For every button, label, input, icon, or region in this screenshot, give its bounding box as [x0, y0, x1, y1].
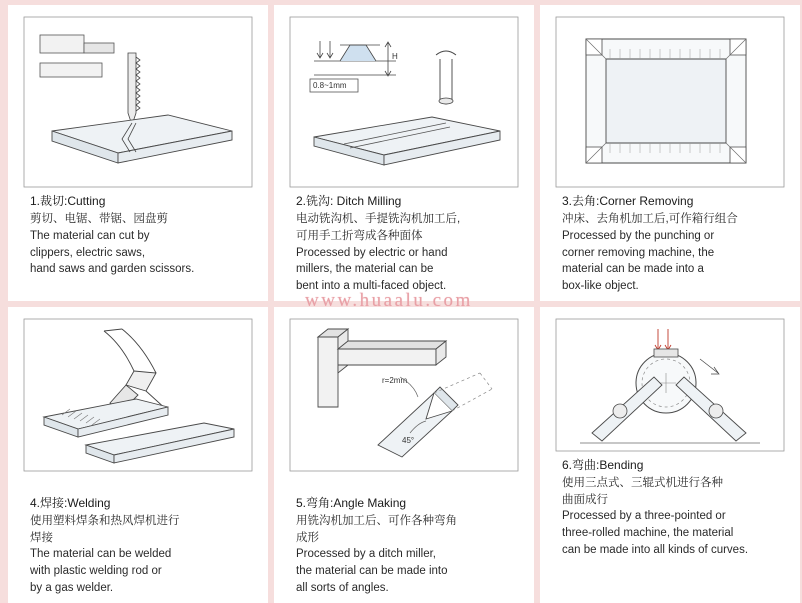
card-cn-line: 电动铣沟机、手提铣沟机加工后, — [296, 213, 461, 226]
card-title: 6.弯曲:Bending — [562, 457, 644, 472]
figure-corner-removing — [550, 13, 790, 191]
card-title: 1.裁切:Cutting — [30, 194, 106, 208]
caption-ditch-milling — [284, 191, 524, 295]
card-en-line: the material can be made into — [296, 565, 448, 578]
figure-ditch-milling — [284, 13, 524, 191]
card-en-line: by a gas welder. — [30, 581, 114, 594]
process-card-ditch-milling — [274, 5, 534, 301]
process-card-angle-making — [274, 307, 534, 603]
card-en-line: The material can be welded — [30, 548, 172, 561]
card-en-line: three-rolled machine, the material — [562, 527, 734, 540]
label-radius: r=2mm — [382, 375, 408, 385]
card-cn-line: 使用三点式、三辊式机进行各种 — [562, 477, 723, 490]
card-cn-line: 冲床、去角机加工后,可作箱行组合 — [562, 213, 738, 226]
card-title: 2.铣沟: Ditch Milling — [296, 194, 402, 208]
process-card-corner-removing — [540, 5, 800, 301]
process-card-cutting — [8, 5, 268, 301]
card-cn-line: 焊接 — [30, 531, 53, 544]
label-H: H — [392, 52, 398, 61]
process-card-bending — [540, 307, 800, 603]
figure-welding — [18, 315, 258, 493]
ditch-milling-illustration — [284, 13, 524, 191]
card-en-line: Processed by electric or hand — [296, 246, 448, 259]
caption-corner-removing — [550, 191, 790, 295]
card-title: 3.去角:Corner Removing — [562, 194, 694, 208]
card-title: 4.焊接:Welding — [30, 495, 111, 510]
card-en-line: millers, the material can be — [296, 263, 434, 276]
card-en-line: all sorts of angles. — [296, 581, 389, 594]
card-cn-line: 成形 — [296, 531, 319, 544]
card-en-line: clippers, electric saws, — [30, 246, 146, 259]
caption-welding — [18, 493, 258, 597]
card-cn-line: 曲面成行 — [562, 493, 608, 506]
card-cn-line: 使用塑料焊条和热风焊机进行 — [30, 515, 180, 528]
bending-illustration — [550, 315, 790, 455]
figure-angle-making — [284, 315, 524, 493]
welding-illustration — [18, 315, 258, 475]
caption-cutting — [18, 191, 258, 278]
card-en-line: Processed by a ditch miller, — [296, 548, 436, 561]
card-en-line: bent into a multi-faced object. — [296, 280, 447, 293]
card-en-line: Processed by the punching or — [562, 230, 715, 243]
card-en-line: box-like object. — [562, 280, 639, 293]
card-en-line: with plastic welding rod or — [30, 565, 162, 578]
process-card-welding — [8, 307, 268, 603]
caption-bending — [550, 455, 790, 559]
label-angle: 45° — [402, 435, 415, 445]
card-title: 5.弯角:Angle Making — [296, 495, 407, 510]
card-cn-line: 可用手工折弯成各种面体 — [296, 230, 423, 243]
card-en-line: material can be made into a — [562, 263, 704, 276]
card-cn-line: 用铣沟机加工后、可作各种弯角 — [296, 515, 457, 528]
angle-making-illustration — [284, 315, 524, 475]
corner-removing-illustration — [550, 13, 790, 191]
cutting-illustration — [18, 13, 258, 191]
card-en-line: can be made into all kinds of curves. — [562, 543, 749, 556]
caption-angle-making — [284, 493, 524, 597]
card-cn-line: 剪切、电锯、带锯、园盘剪 — [30, 213, 168, 226]
label-thickness: 0.8~1mm — [313, 81, 347, 90]
site-watermark: www.huaalu.com — [305, 290, 473, 311]
card-en-line: hand saws and garden scissors. — [30, 263, 195, 276]
card-en-line: corner removing machine, the — [562, 246, 715, 259]
card-en-line: Processed by a three-pointed or — [562, 510, 726, 523]
card-en-line: The material can cut by — [30, 230, 150, 243]
figure-cutting — [18, 13, 258, 191]
figure-bending — [550, 315, 790, 455]
